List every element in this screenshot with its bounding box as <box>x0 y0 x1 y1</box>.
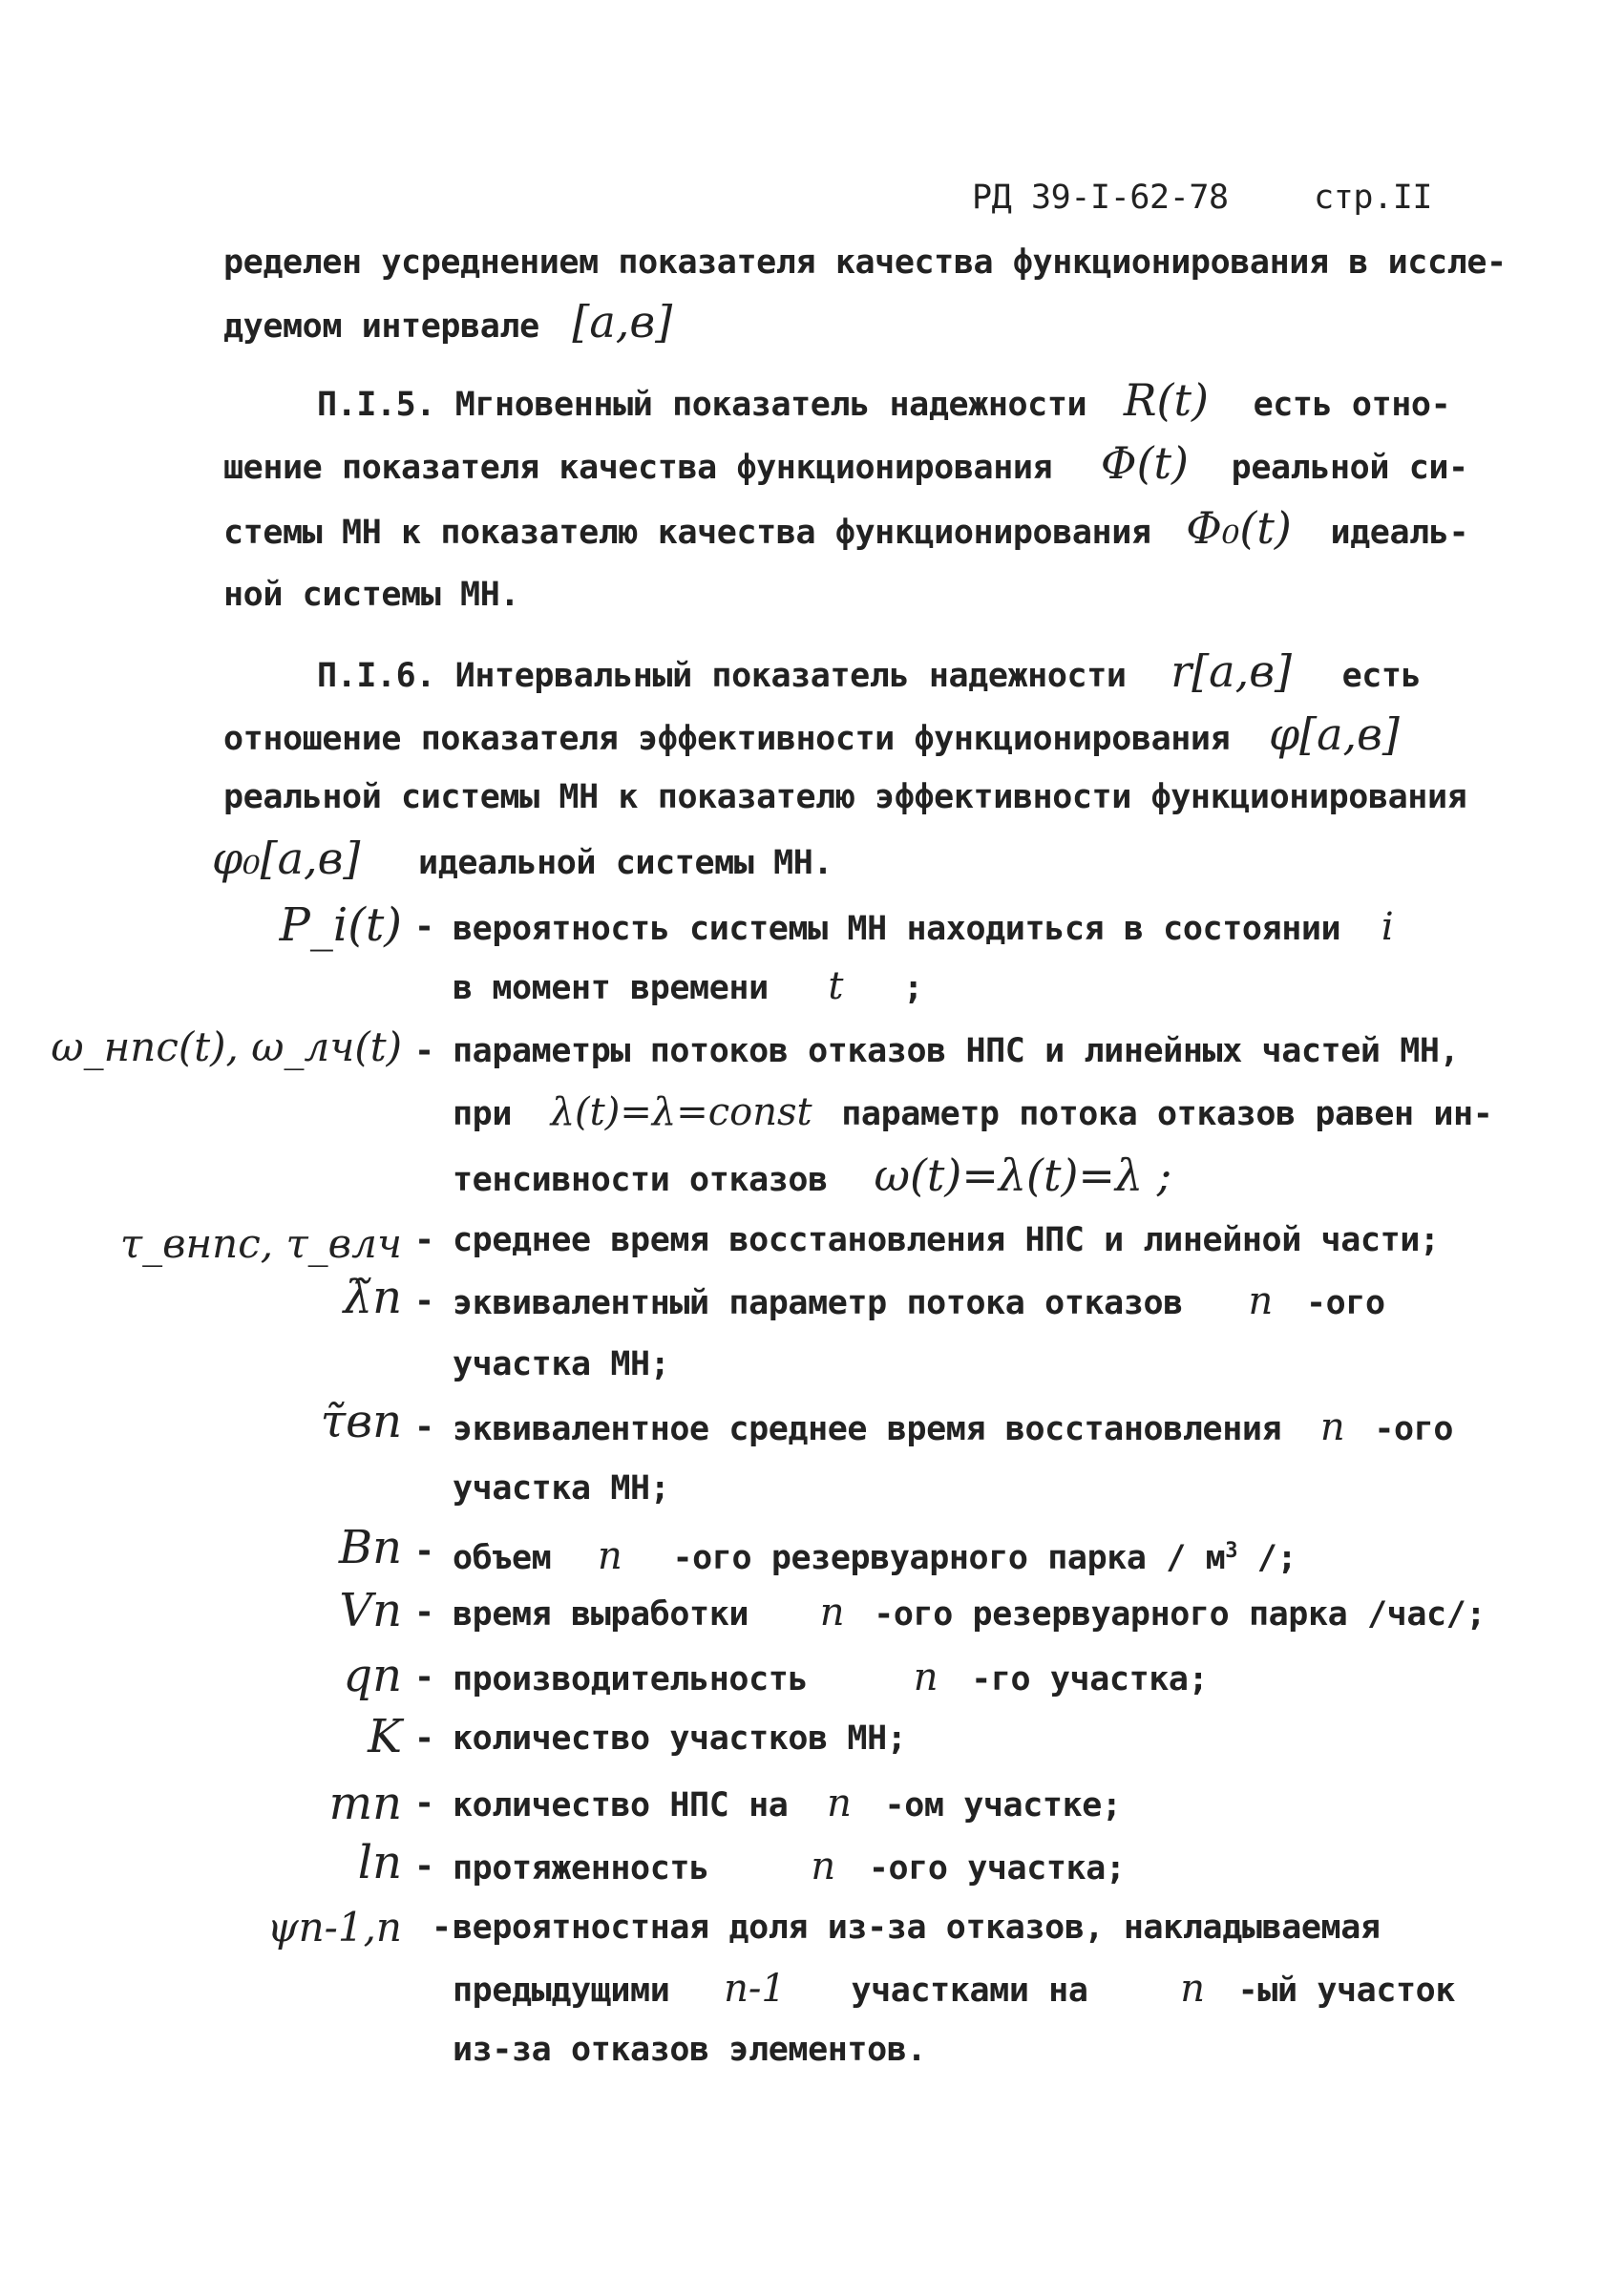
page-number: стр.II <box>1314 179 1433 217</box>
formula-lambda-const: λ(t)=λ=const <box>550 1090 812 1134</box>
p15-line-2: шение показателя качества функционирования Φ(t) реальной си- <box>223 437 1468 489</box>
symbol: Vn <box>339 1584 402 1637</box>
dash: - <box>414 1593 435 1632</box>
formula-Phi0: Φ₀(t) <box>1186 502 1292 554</box>
doc-code: РД 39-I-62-78 <box>972 179 1229 217</box>
symbol: Вn <box>338 1521 402 1574</box>
dash: - <box>414 1784 435 1823</box>
formula-interval: [a,в] <box>572 296 673 348</box>
symbol: τ̃вn <box>320 1395 402 1448</box>
p15-line-3: стемы МН к показателю качества функционирования Φ₀(t) идеаль- <box>223 502 1469 554</box>
document-page: РД 39-I-62-78 стр.II ределен усреднением показателя качества функционирования в иссле- дуемом интервале [a,в] П.I.5. Мгновенный показатель надежности R(t) есть отно- шение показателя качества функционирования Φ(t) реальной си- стемы МН к показателю качества функционирования Φ₀(t) идеаль- ной системы МН. П.I.6. Интервальный показатель надежности r[a,в] есть отношение показателя эффективности функционирования φ[a,в] реальной системы МН к показателю эффективности функционирования φ₀[a,в] идеальной системы МН. P_i(t) - вероятность системы МН находиться в состоянии i в момент времени t ; ω_нпс(t), ω_лч(t) - параметры потоков отказов НПС и линейных частей МН, при λ(t)=λ=const параметр потока отказов равен ин- тенсивности отказов ω(t)=λ(t)=λ ; τ_внпс, τ_влч - среднее время восстановления НПС и линейной части; λ̃n - эквивалентный параметр потока отказов n -ого участка МН; τ̃вn - эквивалентное среднее время восстановления n -ого участка МН; Вn - объем n -ого резервуарного парка / $м^3$ /; Vn - время выработки n -ого резервуарного парка /час/; qn - производительность n -го участка; K - количество участков МН; mn - количество НПС на n -ом участке; ln - протяженность n -ого участка; ψn-1,n - вероятностная доля из-за отказов, накладываемая предыдущими n-1 участками на n -ый участок из-за отказов элементов. <box>0 0 1624 2278</box>
p15-line-4: ной системы МН. <box>223 576 520 614</box>
dash: - <box>414 908 435 946</box>
symbol: mn <box>328 1777 402 1830</box>
formula-omega-lambda: ω(t)=λ(t)=λ ; <box>874 1150 1172 1201</box>
dash: - <box>414 1658 435 1697</box>
dash: - <box>414 1032 435 1070</box>
symbol: P_i(t) <box>279 898 402 952</box>
dash: - <box>432 1909 453 1947</box>
p16-line-3: реальной системы МН к показателю эффективности функционирования <box>223 778 1467 816</box>
dash: - <box>414 1847 435 1886</box>
symbol: τ_внпс, τ_влч <box>119 1220 402 1267</box>
formula-R: R(t) <box>1123 374 1209 426</box>
dash: - <box>414 1532 435 1571</box>
dash: - <box>414 1282 435 1320</box>
p15-line-1: П.I.5. Мгновенный показатель надежности R(t) есть отно- <box>317 374 1451 426</box>
p16-line-1: П.I.6. Интервальный показатель надежности r[a,в] есть <box>317 645 1422 697</box>
dash: - <box>414 1408 435 1446</box>
formula-phi0: φ₀[a,в] <box>212 833 361 884</box>
page-header <box>972 176 1432 220</box>
p16-line-2: отношение показателя эффективности функционирования φ[a,в] <box>223 708 1400 760</box>
symbol: qn <box>343 1649 402 1702</box>
symbol: ln <box>357 1836 402 1889</box>
symbol: λ̃n <box>343 1271 402 1324</box>
formula-phi: φ[a,в] <box>1268 708 1400 760</box>
intro-line-1: ределен усреднением показателя качества функционирования в иссле- <box>223 243 1507 282</box>
intro-line-2: дуемом интервале [a,в] <box>223 296 673 348</box>
symbol: ψn-1,n <box>266 1904 402 1951</box>
symbol: K <box>368 1710 402 1763</box>
p16-line-4: φ₀[a,в] идеальной системы МН. <box>212 833 833 884</box>
formula-r: r[a,в] <box>1171 645 1292 697</box>
dash: - <box>414 1221 435 1259</box>
dash: - <box>414 1719 435 1758</box>
formula-Phi: Φ(t) <box>1100 437 1189 489</box>
symbol: ω_нпс(t), ω_лч(t) <box>51 1023 402 1070</box>
